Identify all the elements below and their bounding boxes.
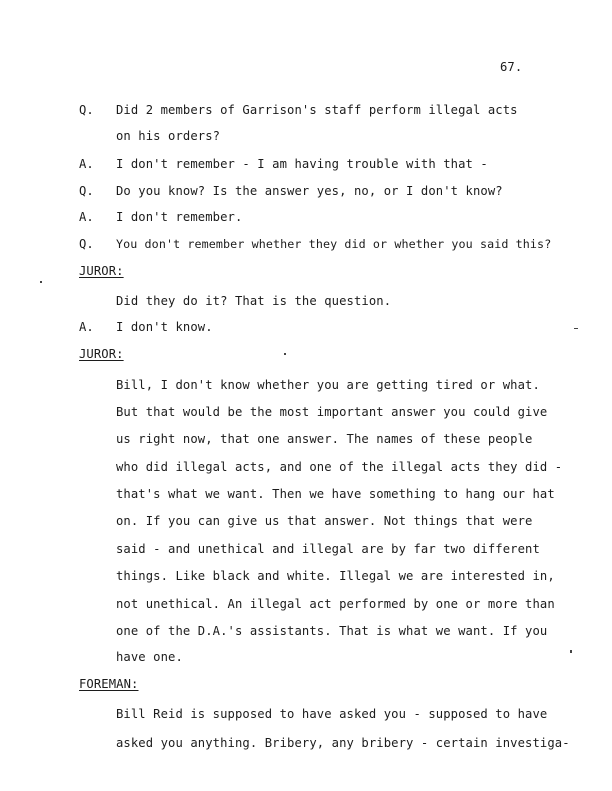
transcript-line: not unethical. An illegal act performed by one or more than <box>116 597 555 611</box>
speaker-heading: JUROR: <box>79 347 124 361</box>
transcript-line: said - and unethical and illegal are by far two different <box>116 542 540 556</box>
transcript-line: on his orders? <box>116 129 221 143</box>
transcript-line: Do you know? Is the answer yes, no, or I don't know? <box>116 184 503 198</box>
transcript-line: who did illegal acts, and one of the illegal acts they did - <box>116 460 563 474</box>
speaker-heading: JUROR: <box>79 264 124 278</box>
speaker-label: A. <box>79 210 94 224</box>
scan-speck <box>570 650 572 653</box>
transcript-line: on. If you can give us that answer. Not things that were <box>116 514 533 528</box>
scan-speck <box>40 281 42 283</box>
speaker-label: Q. <box>79 237 94 251</box>
transcript-line: Did they do it? That is the question. <box>116 294 392 308</box>
transcript-line: things. Like black and white. Illegal we are interested in, <box>116 569 555 583</box>
scan-speck <box>574 328 578 329</box>
transcript-line: Did 2 members of Garrison's staff perform illegal acts <box>116 103 518 117</box>
speaker-heading: FOREMAN: <box>79 677 139 691</box>
transcript-line: that's what we want. Then we have something to hang our hat <box>116 487 555 501</box>
transcript-line: I don't remember. <box>116 210 243 224</box>
transcript-line: asked you anything. Bribery, any bribery - certain investiga- <box>116 736 570 750</box>
transcript-line: Bill, I don't know whether you are getting tired or what. <box>116 378 540 392</box>
transcript-line: Bill Reid is supposed to have asked you - supposed to have <box>116 707 548 721</box>
transcript-line: have one. <box>116 650 183 664</box>
speaker-label: Q. <box>79 184 94 198</box>
transcript-line: us right now, that one answer. The names of these people <box>116 432 533 446</box>
transcript-line: I don't know. <box>116 320 213 334</box>
speaker-label: A. <box>79 157 94 171</box>
transcript-line: one of the D.A.'s assistants. That is what we want. If you <box>116 624 548 638</box>
transcript-line: But that would be the most important answer you could give <box>116 405 548 419</box>
transcript-line: I don't remember - I am having trouble with that - <box>116 157 488 171</box>
scan-speck <box>284 353 286 355</box>
transcript-line: You don't remember whether they did or whether you said this? <box>116 237 552 251</box>
speaker-label: Q. <box>79 103 94 117</box>
page-number: 67. <box>500 60 523 74</box>
speaker-label: A. <box>79 320 94 334</box>
